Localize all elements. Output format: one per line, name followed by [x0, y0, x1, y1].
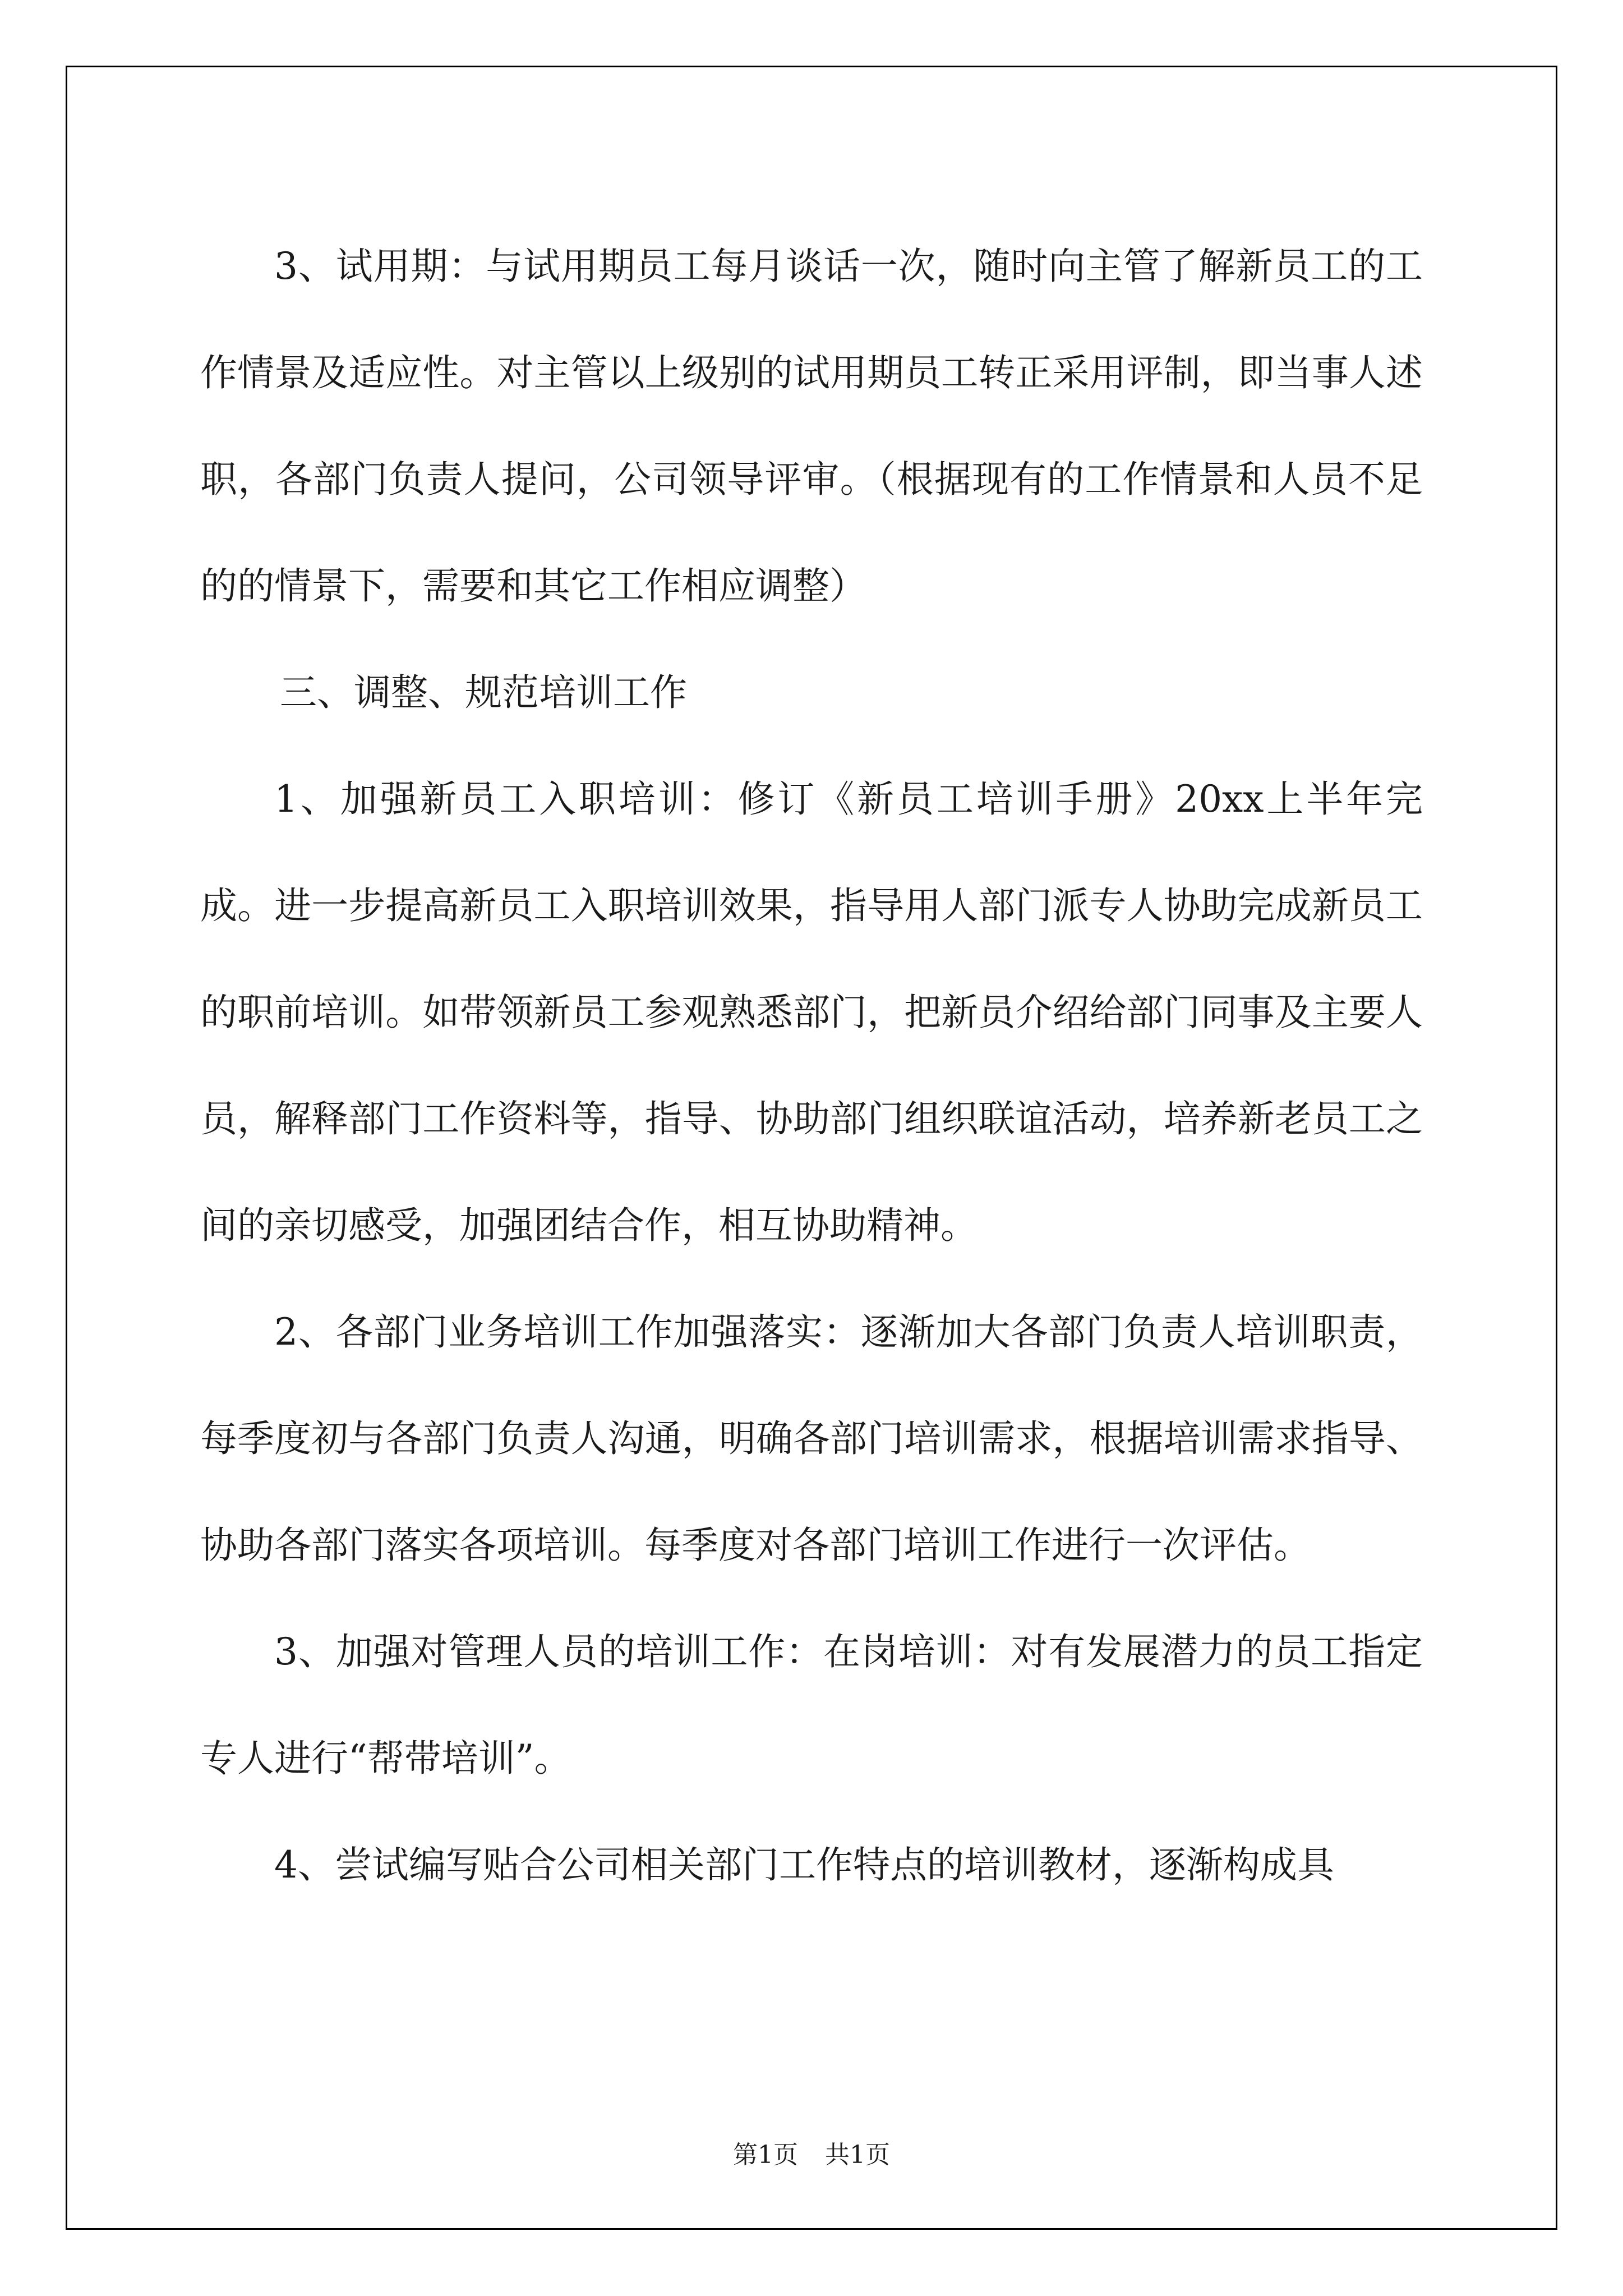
page-number: 第1页	[733, 2141, 798, 2169]
page-total: 共1页	[825, 2141, 890, 2169]
paragraph-training-materials: 4、尝试编写贴合公司相关部门工作特点的培训教材，逐渐构成具	[274, 1843, 1334, 1887]
paragraph-probation: 3、试用期：与试用期员工每月谈话一次，随时向主管了解新员工的工作情景及适应性。对主管以上级别的试用期员工转正采用评制，即当事人述职，各部门负责人提问，公司领导评审。（根据现有的工作情景和人员不足的的情景下，需要和其它工作相应调整）	[200, 245, 1423, 608]
paragraph-new-employee-training: 1、加强新员工入职培训：修订《新员工培训手册》20xx上半年完成。进一步提高新员工入职培训效果，指导用人部门派专人协助完成新员工的职前培训。如带领新员工参观熟悉部门，把新员介绍给部门同事及主要人员，解释部门工作资料等，指导、协助部门组织联谊活动，培养新老员工之间的亲切感受，加强团结合作，相互协助精神。	[200, 777, 1423, 1247]
section-heading-training: 三、调整、规范培训工作	[280, 671, 687, 714]
document-body	[200, 213, 1423, 1918]
page-footer	[0, 2134, 1623, 2170]
paragraph-department-training: 2、各部门业务培训工作加强落实：逐渐加大各部门负责人培训职责，每季度初与各部门负责人沟通，明确各部门培训需求，根据培训需求指导、协助各部门落实各项培训。每季度对各部门培训工作进行一次评估。	[200, 1310, 1423, 1567]
paragraph-management-training: 3、加强对管理人员的培训工作：在岗培训：对有发展潜力的员工指定专人进行“帮带培训”。	[200, 1630, 1423, 1780]
